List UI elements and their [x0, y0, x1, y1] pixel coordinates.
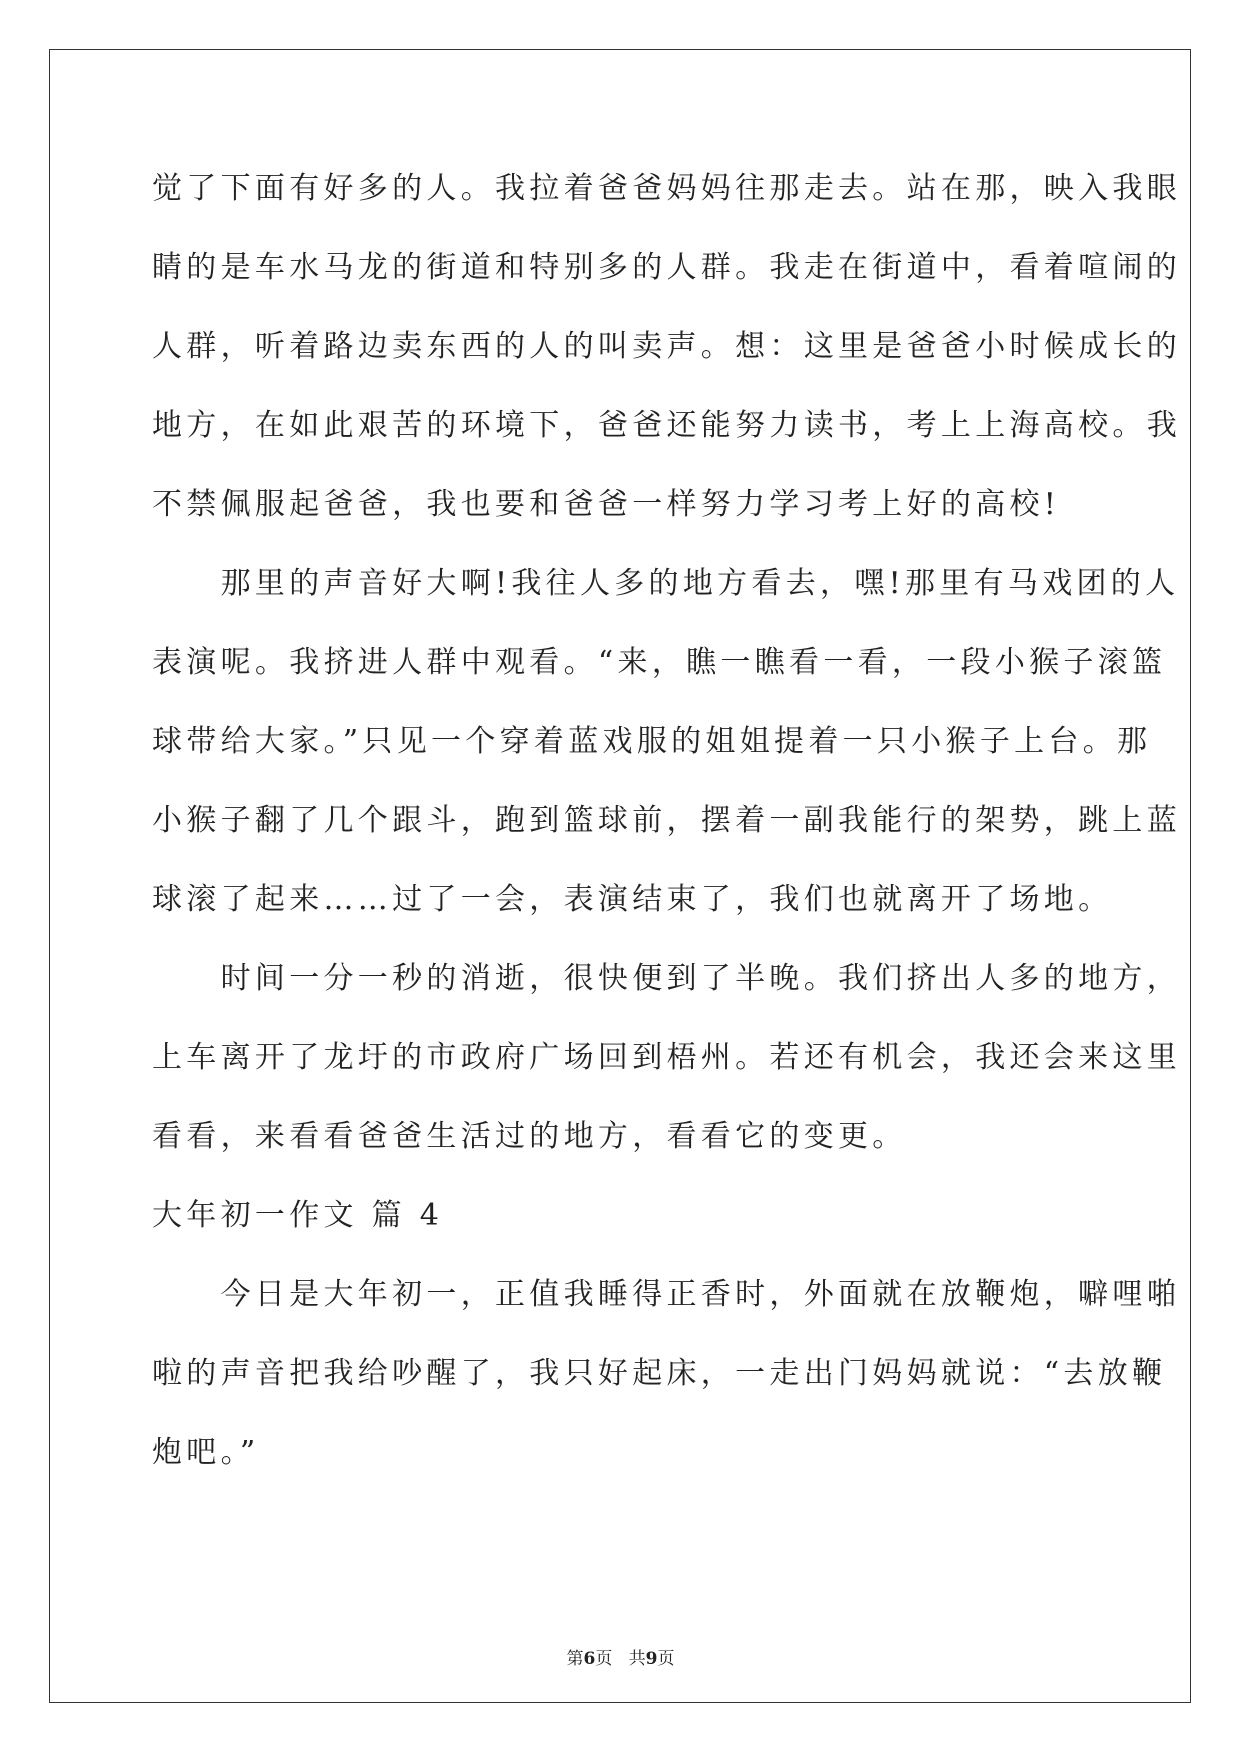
text-line: 表演呢。我挤进人群中观看。“来，瞧一瞧看一看，一段小猴子滚篮 [152, 645, 1167, 680]
footer-mid: 页 共 [595, 1649, 646, 1669]
current-page-number: 6 [583, 1649, 596, 1669]
text-line: 不禁佩服起爸爸，我也要和爸爸一样努力学习考上好的高校! [152, 487, 1061, 522]
text-line: 睛的是车水马龙的街道和特别多的人群。我走在街道中，看着喧闹的 [152, 250, 1181, 285]
footer-suffix: 页 [657, 1649, 675, 1669]
text-line: 看看，来看看爸爸生活过的地方，看看它的变更。 [152, 1119, 907, 1154]
text-line: 球带给大家。”只见一个穿着蓝戏服的姐姐提着一只小猴子上台。那 [152, 724, 1152, 759]
page-footer [0, 1644, 1241, 1669]
document-body [152, 160, 1181, 1503]
text-line: 球滚了起来……过了一会，表演结束了，我们也就离开了场地。 [152, 882, 1113, 917]
section-heading: 大年初一作文 篇 4 [152, 1198, 444, 1233]
text-line: 啦的声音把我给吵醒了，我只好起床，一走出门妈妈就说：“去放鞭 [152, 1356, 1167, 1391]
text-line: 那里的声音好大啊!我往人多的地方看去，嘿!那里有马戏团的人 [152, 566, 1180, 601]
text-line: 小猴子翻了几个跟斗，跑到篮球前，摆着一副我能行的架势，跳上蓝 [152, 803, 1181, 838]
text-line: 上车离开了龙圩的市政府广场回到梧州。若还有机会，我还会来这里 [152, 1040, 1181, 1075]
text-line: 时间一分一秒的消逝，很快便到了半晚。我们挤出人多的地方， [152, 961, 1181, 996]
footer-prefix: 第 [566, 1649, 584, 1669]
text-line: 人群，听着路边卖东西的人的叫卖声。想：这里是爸爸小时候成长的 [152, 329, 1181, 364]
total-page-number: 9 [645, 1649, 658, 1669]
text-line: 觉了下面有好多的人。我拉着爸爸妈妈往那走去。站在那，映入我眼 [152, 171, 1181, 206]
text-line: 今日是大年初一，正值我睡得正香时，外面就在放鞭炮，噼哩啪 [152, 1277, 1181, 1312]
text-line: 地方，在如此艰苦的环境下，爸爸还能努力读书，考上上海高校。我 [152, 408, 1181, 443]
text-line: 炮吧。” [152, 1435, 260, 1470]
